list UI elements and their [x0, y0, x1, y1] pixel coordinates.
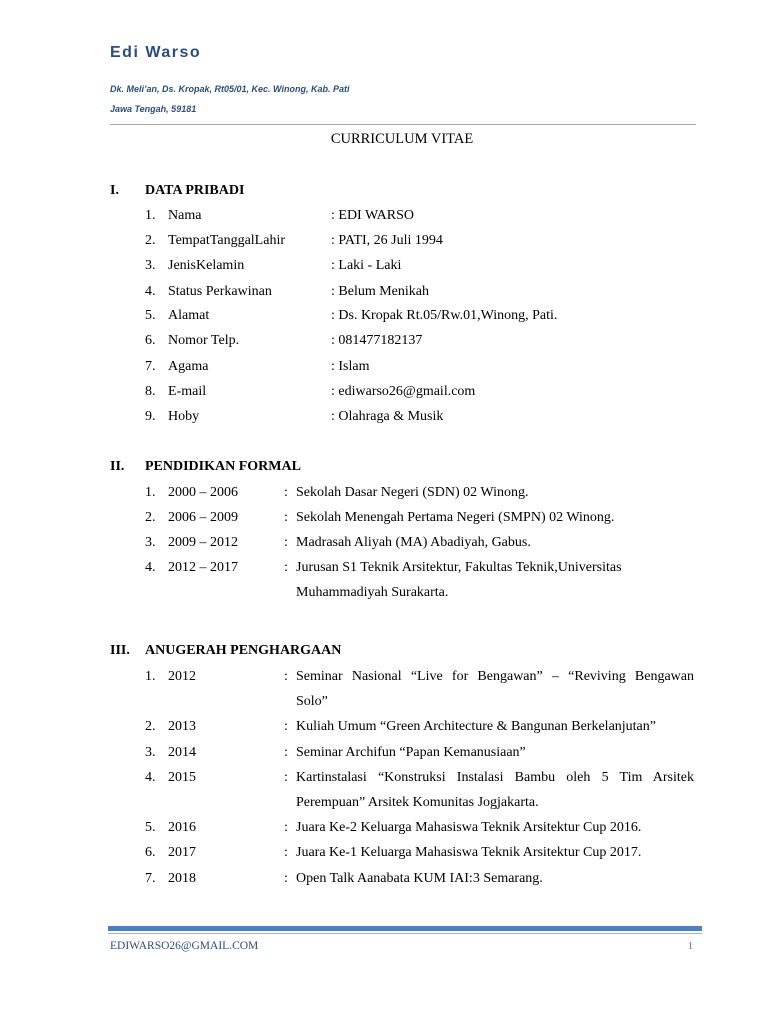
field-label: E-mail	[168, 384, 207, 399]
footer-divider	[108, 926, 702, 931]
field-label: Status Perkawinan	[168, 284, 272, 299]
education-years: 2012 – 2017	[168, 560, 238, 575]
award-year: 2018	[168, 871, 196, 886]
field-value: : Belum Menikah	[331, 284, 429, 299]
list-item-number: 7.	[145, 359, 156, 374]
education-institution-continued: Muhammadiyah Surakarta.	[296, 585, 449, 600]
list-item-number: 8.	[145, 384, 156, 399]
section-2-heading: PENDIDIKAN FORMAL	[145, 459, 301, 474]
colon-separator: :	[284, 719, 288, 734]
field-value: : Islam	[331, 359, 370, 374]
list-item-number: 5.	[145, 308, 156, 323]
award-year: 2015	[168, 770, 196, 785]
address-line-1: Dk. Meli’an, Ds. Kropak, Rt05/01, Kec. Winong, Kab. Pati	[110, 84, 350, 94]
document-title: CURRICULUM VITAE	[330, 131, 474, 147]
award-description: Juara Ke-1 Keluarga Mahasiswa Teknik Arsitektur Cup 2017.	[296, 845, 642, 860]
field-value: : Ds. Kropak Rt.05/Rw.01,Winong, Pati.	[331, 308, 558, 323]
award-description: Kuliah Umum “Green Architecture & Bangunan Berkelanjutan”	[296, 719, 656, 734]
list-item-number: 1.	[145, 485, 156, 500]
education-years: 2006 – 2009	[168, 510, 238, 525]
list-item-number: 9.	[145, 409, 156, 424]
list-item-number: 4.	[145, 560, 156, 575]
colon-separator: :	[284, 535, 288, 550]
award-year: 2016	[168, 820, 196, 835]
list-item-number: 5.	[145, 820, 156, 835]
education-institution: Madrasah Aliyah (MA) Abadiyah, Gabus.	[296, 535, 531, 550]
list-item-number: 3.	[145, 535, 156, 550]
section-1-numeral: I.	[110, 183, 119, 198]
list-item-number: 4.	[145, 284, 156, 299]
list-item-number: 1.	[145, 208, 156, 223]
field-label: Hoby	[168, 409, 200, 424]
field-label: TempatTanggalLahir	[168, 233, 285, 248]
address-line-2: Jawa Tengah, 59181	[110, 104, 197, 114]
award-description: Juara Ke-2 Keluarga Mahasiswa Teknik Arsitektur Cup 2016.	[296, 820, 642, 835]
colon-separator: :	[284, 770, 288, 785]
list-item-number: 1.	[145, 669, 156, 684]
colon-separator: :	[284, 845, 288, 860]
colon-separator: :	[284, 745, 288, 760]
award-description: Kartinstalasi “Konstruksi Instalasi Bambu oleh 5 Tim Arsitek	[296, 770, 694, 785]
education-institution: Sekolah Dasar Negeri (SDN) 02 Winong.	[296, 485, 529, 500]
education-years: 2009 – 2012	[168, 535, 238, 550]
education-years: 2000 – 2006	[168, 485, 238, 500]
list-item-number: 4.	[145, 770, 156, 785]
education-institution: Jurusan S1 Teknik Arsitektur, Fakultas Teknik,Universitas	[296, 560, 622, 575]
colon-separator: :	[284, 669, 288, 684]
list-item-number: 7.	[145, 871, 156, 886]
colon-separator: :	[284, 871, 288, 886]
field-label: Agama	[168, 359, 209, 374]
award-year: 2017	[168, 845, 196, 860]
field-value: : 081477182137	[331, 333, 423, 348]
list-item-number: 3.	[145, 258, 156, 273]
section-3-heading: ANUGERAH PENGHARGAAN	[145, 643, 342, 658]
award-description: Seminar Archifun “Papan Kemanusiaan”	[296, 745, 526, 760]
colon-separator: :	[284, 820, 288, 835]
colon-separator: :	[284, 510, 288, 525]
field-label: Nomor Telp.	[168, 333, 240, 348]
author-name: Edi Warso	[110, 44, 202, 61]
page-number: 1	[688, 941, 693, 952]
field-value: : Olahraga & Musik	[331, 409, 444, 424]
education-institution: Sekolah Menengah Pertama Negeri (SMPN) 02 Winong.	[296, 510, 615, 525]
colon-separator: :	[284, 560, 288, 575]
section-2-numeral: II.	[110, 459, 125, 474]
section-1-heading: DATA PRIBADI	[145, 183, 245, 198]
award-description-continued: Perempuan” Arsitek Komunitas Jogjakarta.	[296, 795, 539, 810]
field-value: : EDI WARSO	[331, 208, 414, 223]
award-description: Open Talk Aanabata KUM IAI:3 Semarang.	[296, 871, 543, 886]
list-item-number: 2.	[145, 510, 156, 525]
header-divider	[110, 124, 696, 125]
colon-separator: :	[284, 485, 288, 500]
section-3-numeral: III.	[110, 643, 130, 658]
field-label: Alamat	[168, 308, 210, 323]
list-item-number: 6.	[145, 333, 156, 348]
award-description: Seminar Nasional “Live for Bengawan” – “Reviving Bengawan	[296, 669, 694, 684]
list-item-number: 3.	[145, 745, 156, 760]
list-item-number: 2.	[145, 719, 156, 734]
field-value: : PATI, 26 Juli 1994	[331, 233, 443, 248]
award-year: 2012	[168, 669, 196, 684]
award-year: 2014	[168, 745, 196, 760]
award-description-continued: Solo”	[296, 694, 328, 709]
field-label: JenisKelamin	[168, 258, 245, 273]
field-value: : Laki - Laki	[331, 258, 402, 273]
footer-divider-thin	[108, 933, 702, 934]
footer-email: EDIWARSO26@GMAIL.COM	[110, 940, 259, 952]
field-label: Nama	[168, 208, 202, 223]
list-item-number: 2.	[145, 233, 156, 248]
email-value: : ediwarso26@gmail.com	[331, 384, 476, 399]
award-year: 2013	[168, 719, 196, 734]
list-item-number: 6.	[145, 845, 156, 860]
